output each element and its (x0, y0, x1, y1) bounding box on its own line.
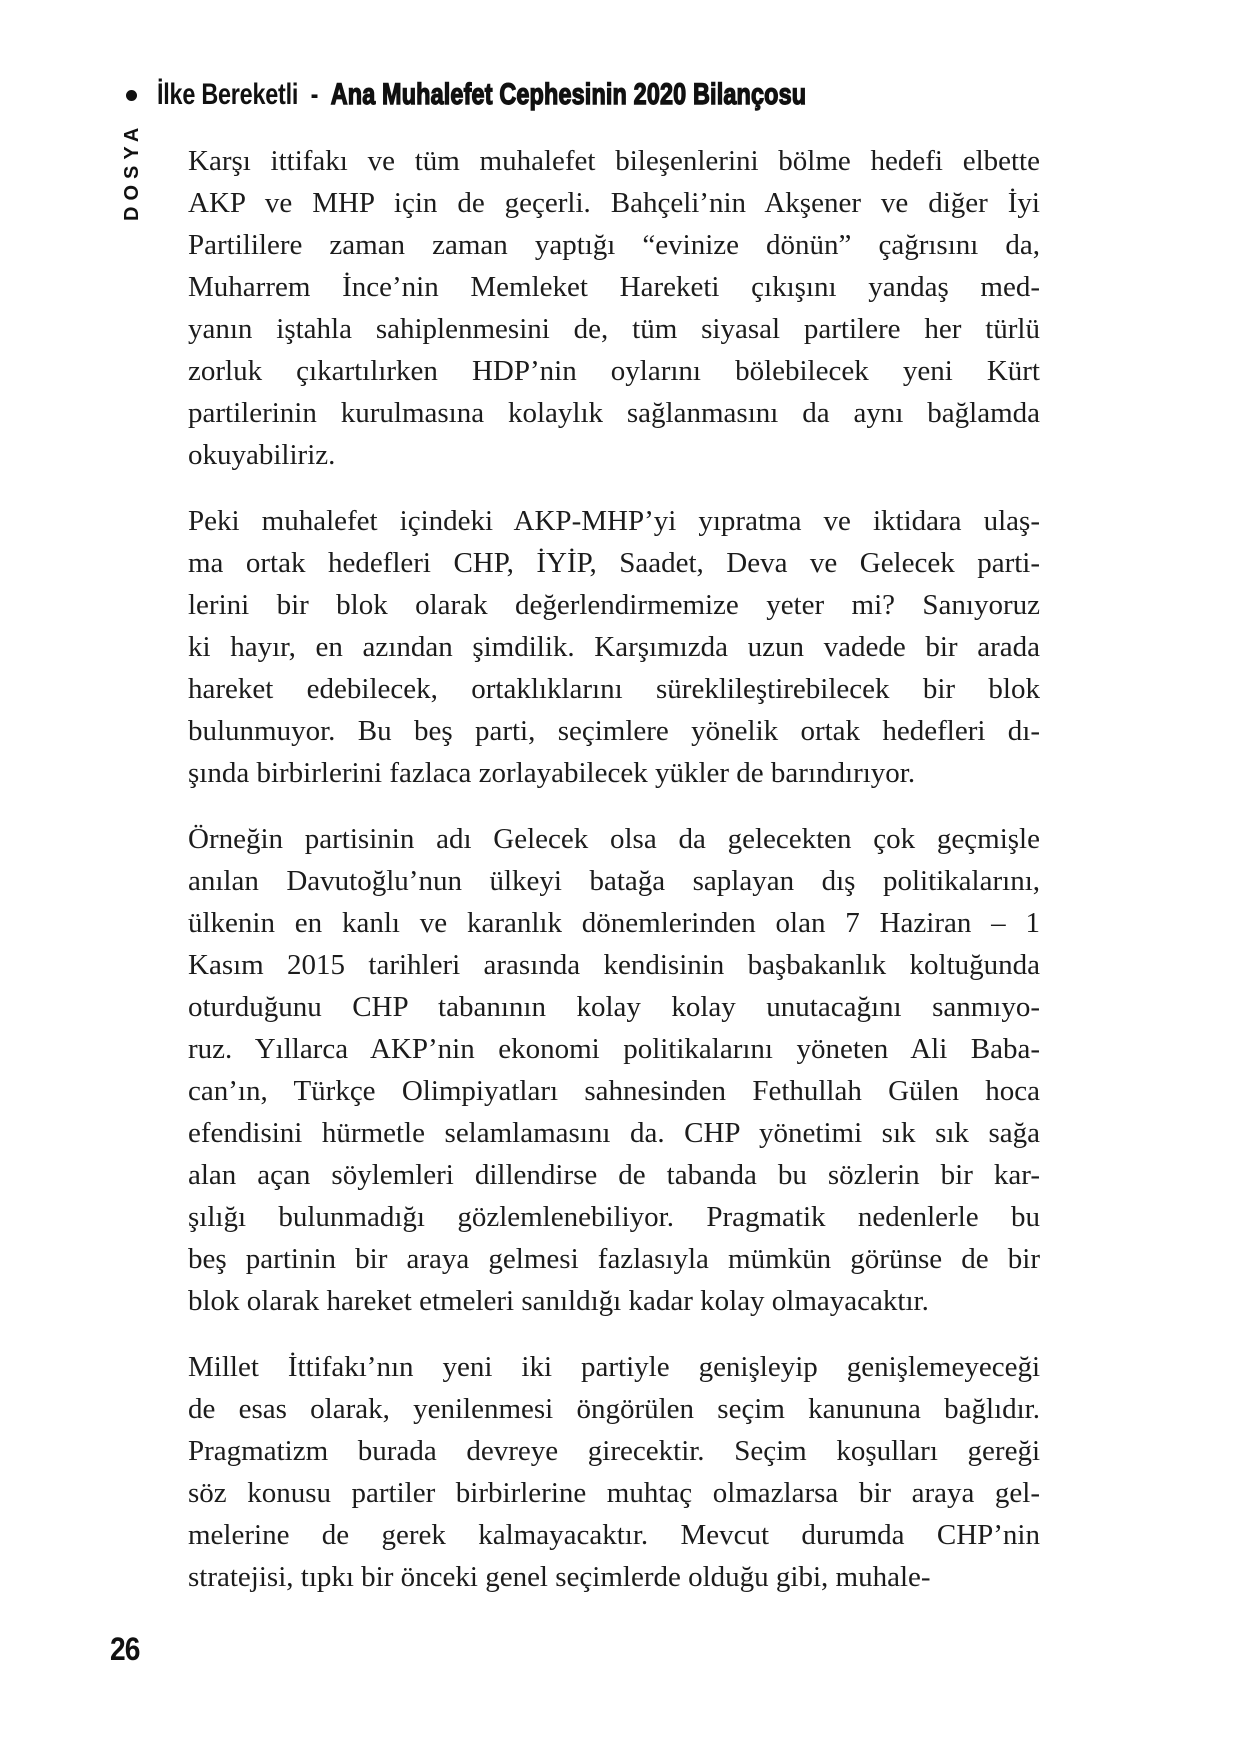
text-line: alan açan söylemleri dillendirse de tabanda bu sözlerin bir kar- (188, 1159, 1040, 1191)
text-line: ruz. Yıllarca AKP’nin ekonomi politikalarını yöneten Ali Baba- (188, 1033, 1040, 1065)
page-number: 26 (110, 1631, 140, 1667)
paragraph (188, 818, 1040, 1322)
header-text (157, 78, 806, 112)
text-line: Kasım 2015 tarihleri arasında kendisinin başbakanlık koltuğunda (188, 949, 1040, 981)
text-line: Pragmatizm burada devreye girecektir. Seçim koşulları gereği (188, 1435, 1040, 1467)
text-line: ma ortak hedefleri CHP, İYİP, Saadet, Deva ve Gelecek parti- (188, 547, 1040, 579)
running-header (126, 78, 989, 112)
text-line: yanın iştahla sahiplenmesini de, tüm siyasal partilere her türlü (188, 313, 1040, 345)
text-line: şılığı bulunmadığı gözlemlenebiliyor. Pragmatik nedenlerle bu (188, 1201, 1040, 1233)
side-label-dosya: DOSYA (121, 121, 143, 221)
header-bullet-icon (126, 90, 137, 101)
paragraph (188, 1346, 1040, 1598)
text-line: partilerinin kurulmasına kolaylık sağlanmasını da aynı bağlamda (188, 397, 1040, 429)
text-line: Karşı ittifakı ve tüm muhalefet bileşenlerini bölme hedefi elbette (188, 145, 1040, 177)
text-line: stratejisi, tıpkı bir önceki genel seçimlerde olduğu gibi, muhale- (188, 1561, 931, 1593)
text-line: melerine de gerek kalmayacaktır. Mevcut durumda CHP’nin (188, 1519, 1040, 1551)
text-line: efendisini hürmetle selamlamasını da. CHP yönetimi sık sık sağa (188, 1117, 1040, 1149)
text-line: bulunmuyor. Bu beş parti, seçimlere yönelik ortak hedefleri dı- (188, 715, 1040, 747)
text-line: ülkenin en kanlı ve karanlık dönemlerinden olan 7 Haziran – 1 (188, 907, 1040, 939)
text-line: Peki muhalefet içindeki AKP-MHP’yi yıpratma ve iktidara ulaş- (188, 505, 1040, 537)
text-line: okuyabiliriz. (188, 439, 336, 471)
text-line: Millet İttifakı’nın yeni iki partiyle genişleyip genişlemeyeceği (188, 1351, 1040, 1383)
text-line: de esas olarak, yenilenmesi öngörülen seçim kanununa bağlıdır. (188, 1393, 1040, 1425)
article-paragraphs (188, 140, 1040, 1598)
header-separator: - (310, 78, 319, 111)
text-line: Muharrem İnce’nin Memleket Hareketi çıkışını yandaş med- (188, 271, 1040, 303)
article-body (188, 140, 1040, 1622)
paragraph (188, 500, 1040, 794)
text-line: Partililere zaman zaman yaptığı “evinize dönün” çağrısını da, (188, 229, 1040, 261)
text-line: Örneğin partisinin adı Gelecek olsa da gelecekten çok geçmişle (188, 823, 1040, 855)
text-line: beş partinin bir araya gelmesi fazlasıyla mümkün görünse de bir (188, 1243, 1040, 1275)
text-line: zorluk çıkartılırken HDP’nin oylarını bölebilecek yeni Kürt (188, 355, 1040, 387)
text-line: şında birbirlerini fazlaca zorlayabilecek yükler de barındırıyor. (188, 757, 916, 789)
header-title: Ana Muhalefet Cephesinin 2020 Bilançosu (330, 78, 807, 111)
text-line: anılan Davutoğlu’nun ülkeyi batağa saplayan dış politikalarını, (188, 865, 1040, 897)
text-line: blok olarak hareket etmeleri sanıldığı kadar kolay olmayacaktır. (188, 1285, 929, 1317)
text-line: söz konusu partiler birbirlerine muhtaç olmazlarsa bir araya gel- (188, 1477, 1040, 1509)
text-line: oturduğunu CHP tabanının kolay kolay unutacağını sanmıyo- (188, 991, 1040, 1023)
text-line: ki hayır, en azından şimdilik. Karşımızda uzun vadede bir arada (188, 631, 1040, 663)
header-author: İlke Bereketli (157, 78, 299, 111)
text-line: can’ın, Türkçe Olimpiyatları sahnesinden Fethullah Gülen hoca (188, 1075, 1040, 1107)
text-line: lerini bir blok olarak değerlendirmemize yeter mi? Sanıyoruz (188, 589, 1040, 621)
text-line: hareket edebilecek, ortaklıklarını süreklileştirebilecek bir blok (188, 673, 1040, 705)
paragraph (188, 140, 1040, 476)
text-line: AKP ve MHP için de geçerli. Bahçeli’nin Akşener ve diğer İyi (188, 187, 1040, 219)
